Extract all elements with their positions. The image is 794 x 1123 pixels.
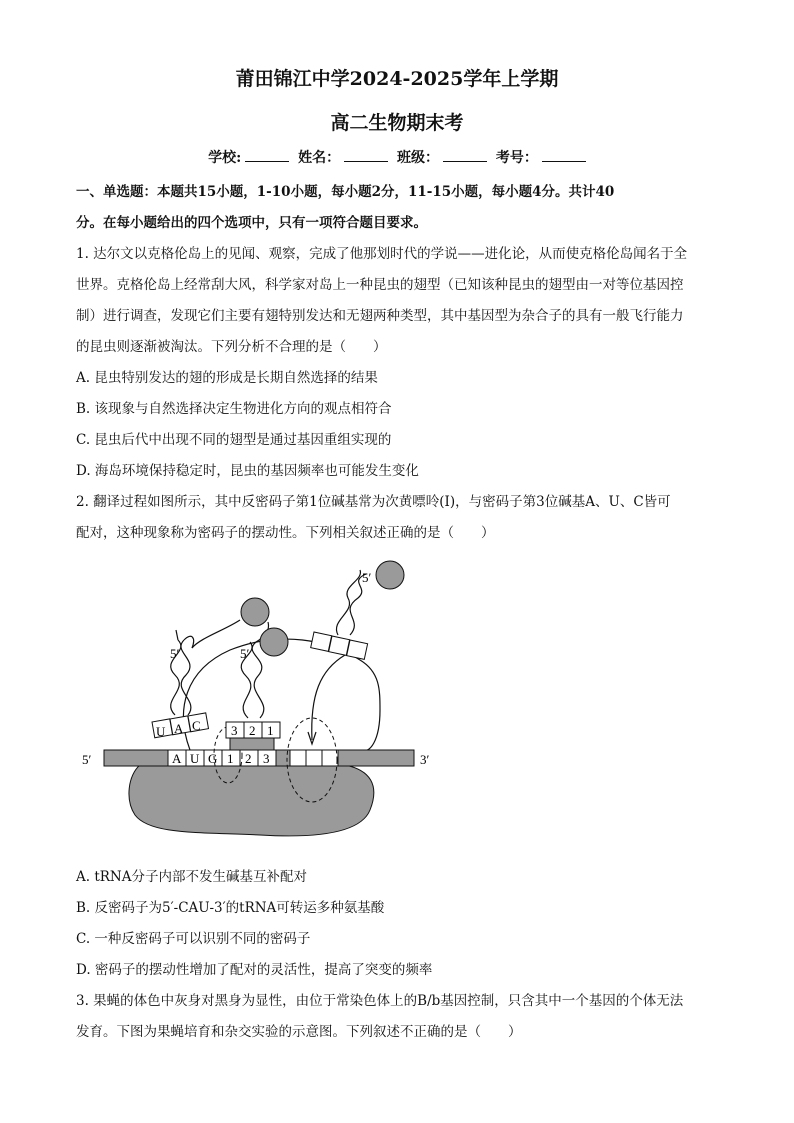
exam-number-label: 考号： <box>495 150 538 166</box>
q2-option-c[interactable]: C. 一种反密码子可以识别不同的密码子 <box>76 931 311 947</box>
translation-diagram <box>80 560 440 860</box>
q3-stem-line1: 3. 果蝇的体色中灰身对黑身为显性，由位于常染色体上的B/b基因控制，只含其中一个基因的个体无法 <box>76 993 684 1009</box>
anticodon-u: U <box>156 724 166 739</box>
trna-middle-5-label: 5′ <box>240 646 250 661</box>
q2-option-b[interactable]: B. 反密码子为5′-CAU-3′的tRNA可转运多种氨基酸 <box>76 900 385 916</box>
q2-stem-line2: 配对，这种现象称为密码子的摆动性。下列相关叙述正确的是（ ） <box>76 525 495 541</box>
mrna-codon-2: U <box>190 751 200 766</box>
q2-option-a[interactable]: A. tRNA分子内部不发生碱基互补配对 <box>76 869 307 885</box>
school-label: 学校: <box>208 150 242 166</box>
name-blank[interactable] <box>344 149 388 162</box>
middle-stem-base <box>230 738 274 750</box>
q1-option-a[interactable]: A. 昆虫特别发达的翅的形成是长期自然选择的结果 <box>76 370 378 386</box>
q2-option-d[interactable]: D. 密码子的摆动性增加了配对的灵活性，提高了突变的频率 <box>76 962 433 978</box>
q1-stem-line4: 的昆虫则逐渐被淘汰。下列分析不合理的是（ ） <box>76 339 387 355</box>
anticodon-boxes-incoming <box>311 632 368 659</box>
trna-left <box>171 630 194 715</box>
name-label: 姓名： <box>298 150 341 166</box>
exam-subtitle: 高二生物期末考 <box>330 112 464 134</box>
mrna-codon-6: 3 <box>263 751 270 766</box>
exam-title: 莆田锦江中学2024-2025学年上学期 <box>235 68 559 90</box>
exam-number-blank[interactable] <box>542 149 586 162</box>
class-blank[interactable] <box>443 149 487 162</box>
school-blank[interactable] <box>245 149 289 162</box>
section-instructions-line2: 分。在每小题给出的四个选项中，只有一项符合题目要求。 <box>76 215 427 231</box>
q1-stem-line1: 1. 达尔文以克格伦岛上的见闻、观察，完成了他那划时代的学说——进化论，从而使克格伦岛闻名于全 <box>76 246 688 262</box>
q3-stem-line2: 发育。下图为果蝇培育和杂交实验的示意图。下列叙述不正确的是（ ） <box>76 1024 522 1040</box>
mrna-codon-1: A <box>172 751 182 766</box>
amino-acid-left <box>241 598 269 626</box>
anticodon-2: 2 <box>249 723 256 738</box>
student-info-row <box>0 147 794 167</box>
amino-acid-middle <box>260 628 288 656</box>
ribosome-small-subunit <box>129 765 374 836</box>
q1-option-c[interactable]: C. 昆虫后代中出现不同的翅型是通过基因重组实现的 <box>76 432 392 448</box>
q1-option-d[interactable]: D. 海岛环境保持稳定时，昆虫的基因频率也可能发生变化 <box>76 463 419 479</box>
q1-stem-line3: 制）进行调查，发现它们主要有翅特别发达和无翅两种类型，其中基因型为杂合子的具有一般飞行能力 <box>76 308 684 324</box>
mrna-codon-5: 2 <box>245 751 252 766</box>
amino-acid-incoming <box>376 561 404 589</box>
class-label: 班级： <box>397 150 440 166</box>
trna-entry-arrow <box>312 655 345 740</box>
anticodon-3: 3 <box>231 723 238 738</box>
anticodon-1: 1 <box>267 723 274 738</box>
mrna-codon-3: G <box>208 751 218 766</box>
section-instructions-line1: 一、单选题：本题共15小题，1-10小题，每小题2分，11-15小题，每小题4分。共计40 <box>76 184 615 200</box>
q1-stem-line2: 世界。克格伦岛上经常刮大风，科学家对岛上一种昆虫的翅型（已知该种昆虫的翅型由一对等位基因控 <box>76 277 684 293</box>
mrna-3-end-label: 3′ <box>420 752 430 767</box>
anticodon-c: C <box>192 718 201 733</box>
mrna-codon-4: 1 <box>227 751 234 766</box>
mrna-5-end-label: 5′ <box>82 752 92 767</box>
trna-incoming-5-label: 5′ <box>362 570 372 585</box>
q1-option-b[interactable]: B. 该现象与自然选择决定生物进化方向的观点相符合 <box>76 401 392 417</box>
anticodon-a: A <box>174 721 184 736</box>
trna-left-5-label: 5′ <box>170 646 180 661</box>
q2-stem-line1: 2. 翻译过程如图所示，其中反密码子第1位碱基常为次黄嘌呤(Ⅰ)，与密码子第3位碱基A、U、C皆可 <box>76 494 671 510</box>
